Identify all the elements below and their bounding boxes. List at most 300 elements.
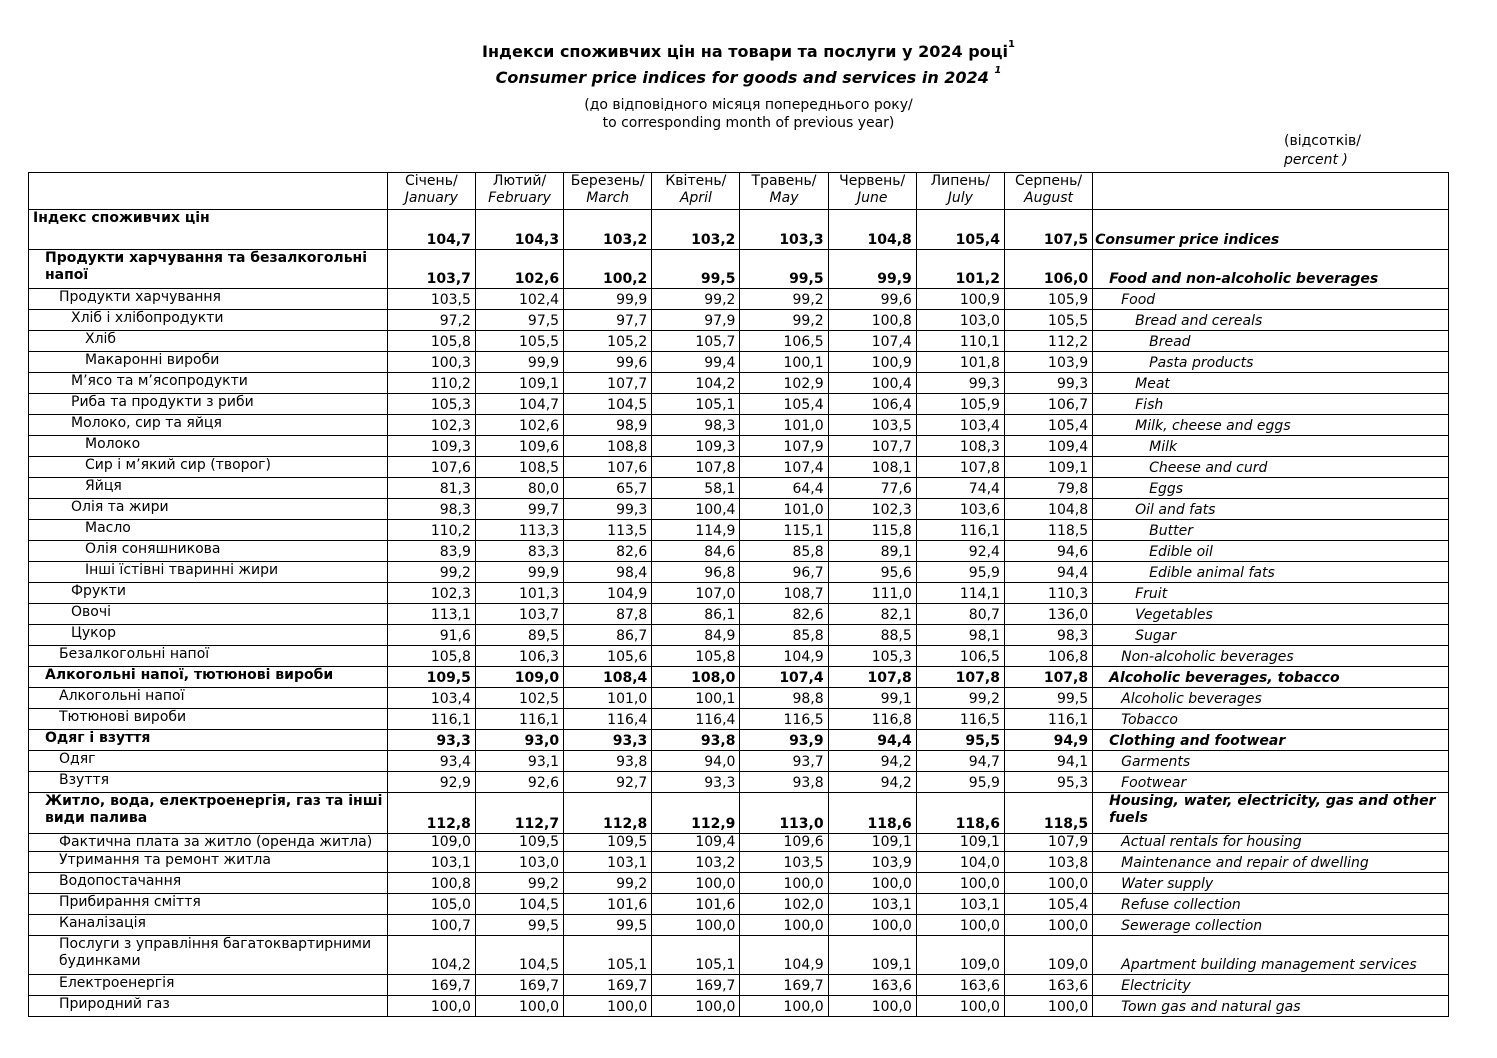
value-cell: 103,5	[828, 415, 916, 436]
value-cell: 97,5	[475, 310, 563, 331]
value-cell: 99,9	[828, 250, 916, 289]
value-cell: 102,3	[387, 415, 475, 436]
value-cell: 107,0	[652, 583, 740, 604]
value-cell: 99,5	[564, 915, 652, 936]
row-label-ua: Електроенергія	[29, 975, 388, 996]
value-cell: 105,5	[475, 331, 563, 352]
value-cell: 99,5	[475, 915, 563, 936]
value-cell: 116,1	[387, 709, 475, 730]
value-cell: 103,8	[1004, 852, 1092, 873]
table-row	[29, 562, 1449, 583]
value-cell: 105,4	[916, 210, 1004, 250]
value-cell: 103,9	[828, 852, 916, 873]
value-cell: 104,9	[740, 646, 828, 667]
value-cell: 94,9	[1004, 730, 1092, 751]
row-label-ua: Житло, вода, електроенергія, газ та інші види палива	[29, 793, 388, 834]
value-cell: 101,0	[564, 688, 652, 709]
value-cell: 103,1	[387, 852, 475, 873]
value-cell: 118,5	[1004, 793, 1092, 834]
row-label-en: Maintenance and repair of dwelling	[1093, 852, 1449, 873]
value-cell: 103,2	[652, 852, 740, 873]
month-header: Березень/ March	[564, 173, 652, 210]
row-label-en: Eggs	[1093, 478, 1449, 499]
row-label-ua: Олія соняшникова	[29, 541, 388, 562]
row-label-ua: Продукти харчування	[29, 289, 388, 310]
value-cell: 99,6	[564, 352, 652, 373]
value-cell: 169,7	[564, 975, 652, 996]
value-cell: 103,4	[387, 688, 475, 709]
value-cell: 99,5	[1004, 688, 1092, 709]
row-label-en: Fish	[1093, 394, 1449, 415]
value-cell: 99,3	[1004, 373, 1092, 394]
value-cell: 99,2	[564, 873, 652, 894]
value-cell: 106,5	[916, 646, 1004, 667]
value-cell: 94,4	[828, 730, 916, 751]
value-cell: 80,7	[916, 604, 1004, 625]
row-label-en: Footwear	[1093, 772, 1449, 793]
value-cell: 98,3	[652, 415, 740, 436]
value-cell: 110,1	[916, 331, 1004, 352]
value-cell: 105,8	[387, 331, 475, 352]
row-label-en: Pasta products	[1093, 352, 1449, 373]
value-cell: 99,2	[740, 310, 828, 331]
value-cell: 118,6	[828, 793, 916, 834]
value-cell: 105,4	[1004, 894, 1092, 915]
value-cell: 91,6	[387, 625, 475, 646]
value-cell: 98,4	[564, 562, 652, 583]
table-row	[29, 915, 1449, 936]
value-cell: 96,7	[740, 562, 828, 583]
value-cell: 101,2	[916, 250, 1004, 289]
table-row	[29, 646, 1449, 667]
value-cell: 98,3	[387, 499, 475, 520]
value-cell: 100,4	[652, 499, 740, 520]
row-label-ua: Утримання та ремонт житла	[29, 852, 388, 873]
table-row	[29, 394, 1449, 415]
value-cell: 106,7	[1004, 394, 1092, 415]
table-row	[29, 709, 1449, 730]
row-label-ua: Фрукти	[29, 583, 388, 604]
value-cell: 110,3	[1004, 583, 1092, 604]
value-cell: 94,2	[828, 772, 916, 793]
value-cell: 99,2	[740, 289, 828, 310]
value-cell: 95,9	[916, 562, 1004, 583]
value-cell: 100,0	[1004, 996, 1092, 1017]
value-cell: 107,4	[740, 667, 828, 688]
month-header: Серпень/ August	[1004, 173, 1092, 210]
row-label-en: Non-alcoholic beverages	[1093, 646, 1449, 667]
value-cell: 85,8	[740, 625, 828, 646]
value-cell: 105,4	[740, 394, 828, 415]
value-cell: 96,8	[652, 562, 740, 583]
value-cell: 105,1	[652, 936, 740, 975]
value-cell: 163,6	[916, 975, 1004, 996]
value-cell: 104,5	[475, 894, 563, 915]
value-cell: 100,0	[828, 873, 916, 894]
subtitle-ua: (до відповідного місяця попереднього року/	[584, 97, 913, 113]
value-cell: 95,3	[1004, 772, 1092, 793]
value-cell: 93,8	[740, 772, 828, 793]
value-cell: 82,6	[564, 541, 652, 562]
value-cell: 104,8	[828, 210, 916, 250]
value-cell: 109,0	[387, 834, 475, 852]
value-cell: 112,9	[652, 793, 740, 834]
value-cell: 84,9	[652, 625, 740, 646]
value-cell: 109,5	[564, 834, 652, 852]
value-cell: 104,0	[916, 852, 1004, 873]
row-label-en: Sugar	[1093, 625, 1449, 646]
table-row	[29, 499, 1449, 520]
value-cell: 101,8	[916, 352, 1004, 373]
value-cell: 107,8	[828, 667, 916, 688]
month-header: Квітень/ April	[652, 173, 740, 210]
value-cell: 100,0	[387, 996, 475, 1017]
row-label-ua: Індекс споживчих цін	[29, 210, 388, 250]
value-cell: 93,0	[475, 730, 563, 751]
table-row	[29, 210, 1449, 250]
table-row	[29, 457, 1449, 478]
value-cell: 103,1	[828, 894, 916, 915]
row-label-en: Vegetables	[1093, 604, 1449, 625]
value-cell: 112,8	[564, 793, 652, 834]
row-label-en: Refuse collection	[1093, 894, 1449, 915]
value-cell: 116,4	[652, 709, 740, 730]
row-label-en: Food and non-alcoholic beverages	[1093, 250, 1449, 289]
value-cell: 64,4	[740, 478, 828, 499]
value-cell: 106,3	[475, 646, 563, 667]
row-label-en: Sewerage collection	[1093, 915, 1449, 936]
header-blank-left	[29, 173, 388, 210]
value-cell: 99,9	[475, 562, 563, 583]
value-cell: 100,0	[652, 996, 740, 1017]
value-cell: 107,8	[916, 667, 1004, 688]
value-cell: 100,0	[1004, 873, 1092, 894]
table-row	[29, 667, 1449, 688]
row-label-ua: Хліб і хлібопродукти	[29, 310, 388, 331]
value-cell: 116,8	[828, 709, 916, 730]
value-cell: 105,3	[387, 394, 475, 415]
value-cell: 108,8	[564, 436, 652, 457]
value-cell: 116,1	[916, 520, 1004, 541]
row-label-en: Food	[1093, 289, 1449, 310]
value-cell: 100,9	[828, 352, 916, 373]
value-cell: 93,8	[564, 751, 652, 772]
footnote-mark: 1	[994, 65, 1002, 76]
row-label-ua: Інші їстівні тваринні жири	[29, 562, 388, 583]
value-cell: 92,4	[916, 541, 1004, 562]
value-cell: 102,4	[475, 289, 563, 310]
value-cell: 106,5	[740, 331, 828, 352]
row-label-ua: Риба та продукти з риби	[29, 394, 388, 415]
value-cell: 105,9	[1004, 289, 1092, 310]
value-cell: 105,6	[564, 646, 652, 667]
value-cell: 99,7	[475, 499, 563, 520]
value-cell: 99,2	[652, 289, 740, 310]
table-body	[29, 210, 1449, 1017]
value-cell: 100,1	[652, 688, 740, 709]
table-row	[29, 373, 1449, 394]
title-en: Consumer price indices for goods and services in 2024 $^1$	[495, 65, 1002, 87]
value-cell: 118,5	[1004, 520, 1092, 541]
value-cell: 136,0	[1004, 604, 1092, 625]
value-cell: 92,7	[564, 772, 652, 793]
row-label-ua: Яйця	[29, 478, 388, 499]
value-cell: 99,3	[916, 373, 1004, 394]
value-cell: 79,8	[1004, 478, 1092, 499]
value-cell: 102,9	[740, 373, 828, 394]
value-cell: 100,2	[564, 250, 652, 289]
value-cell: 93,3	[652, 772, 740, 793]
row-label-en: Electricity	[1093, 975, 1449, 996]
value-cell: 86,7	[564, 625, 652, 646]
value-cell: 163,6	[828, 975, 916, 996]
row-label-en: Actual rentals for housing	[1093, 834, 1449, 852]
row-label-ua: Послуги з управління багатоквартирними будинками	[29, 936, 388, 975]
month-header: Січень/ January	[387, 173, 475, 210]
value-cell: 81,3	[387, 478, 475, 499]
value-cell: 100,0	[828, 915, 916, 936]
value-cell: 105,1	[652, 394, 740, 415]
value-cell: 108,3	[916, 436, 1004, 457]
row-label-en: Garments	[1093, 751, 1449, 772]
value-cell: 99,5	[740, 250, 828, 289]
value-cell: 109,0	[1004, 936, 1092, 975]
row-label-ua: Молоко, сир та яйця	[29, 415, 388, 436]
value-cell: 169,7	[740, 975, 828, 996]
value-cell: 99,2	[475, 873, 563, 894]
value-cell: 83,9	[387, 541, 475, 562]
value-cell: 107,4	[828, 331, 916, 352]
value-cell: 100,7	[387, 915, 475, 936]
month-header: Червень/ June	[828, 173, 916, 210]
value-cell: 105,8	[652, 646, 740, 667]
row-label-ua: Водопостачання	[29, 873, 388, 894]
month-header: Липень/ July	[916, 173, 1004, 210]
table-row	[29, 852, 1449, 873]
value-cell: 169,7	[652, 975, 740, 996]
row-label-en: Consumer price indices	[1093, 210, 1449, 250]
value-cell: 107,4	[740, 457, 828, 478]
value-cell: 103,1	[564, 852, 652, 873]
title-ua: Індекси споживчих цін на товари та послуги у 2024 році$^1$	[482, 39, 1015, 61]
value-cell: 80,0	[475, 478, 563, 499]
value-cell: 99,6	[828, 289, 916, 310]
value-cell: 99,2	[916, 688, 1004, 709]
row-label-en: Apartment building management services	[1093, 936, 1449, 975]
value-cell: 110,2	[387, 520, 475, 541]
row-label-en: Fruit	[1093, 583, 1449, 604]
value-cell: 93,3	[387, 730, 475, 751]
table-row	[29, 310, 1449, 331]
value-cell: 116,1	[475, 709, 563, 730]
month-header: Травень/ May	[740, 173, 828, 210]
value-cell: 107,6	[564, 457, 652, 478]
value-cell: 116,1	[1004, 709, 1092, 730]
row-label-en: Alcoholic beverages	[1093, 688, 1449, 709]
unit-label	[1284, 132, 1361, 170]
value-cell: 109,5	[387, 667, 475, 688]
value-cell: 100,0	[1004, 915, 1092, 936]
value-cell: 108,1	[828, 457, 916, 478]
value-cell: 109,1	[475, 373, 563, 394]
value-cell: 104,2	[387, 936, 475, 975]
value-cell: 105,7	[652, 331, 740, 352]
value-cell: 108,4	[564, 667, 652, 688]
value-cell: 98,9	[564, 415, 652, 436]
value-cell: 89,5	[475, 625, 563, 646]
value-cell: 109,3	[652, 436, 740, 457]
table-row	[29, 250, 1449, 289]
value-cell: 94,2	[828, 751, 916, 772]
row-label-ua: Одяг і взуття	[29, 730, 388, 751]
value-cell: 103,7	[387, 250, 475, 289]
subtitle-en: to corresponding month of previous year)	[602, 115, 895, 131]
value-cell: 94,0	[652, 751, 740, 772]
value-cell: 100,0	[740, 873, 828, 894]
value-cell: 83,3	[475, 541, 563, 562]
value-cell: 109,0	[475, 667, 563, 688]
value-cell: 99,3	[564, 499, 652, 520]
row-label-ua: Безалкогольні напої	[29, 646, 388, 667]
table-row	[29, 772, 1449, 793]
value-cell: 92,6	[475, 772, 563, 793]
table-row	[29, 688, 1449, 709]
value-cell: 118,6	[916, 793, 1004, 834]
table-row	[29, 331, 1449, 352]
value-cell: 109,6	[475, 436, 563, 457]
table-row	[29, 625, 1449, 646]
table-row	[29, 520, 1449, 541]
table-row	[29, 478, 1449, 499]
value-cell: 103,6	[916, 499, 1004, 520]
value-cell: 100,0	[916, 996, 1004, 1017]
table-row	[29, 793, 1449, 834]
value-cell: 93,7	[740, 751, 828, 772]
value-cell: 97,7	[564, 310, 652, 331]
value-cell: 112,8	[387, 793, 475, 834]
header-row	[29, 173, 1449, 210]
value-cell: 105,0	[387, 894, 475, 915]
value-cell: 87,8	[564, 604, 652, 625]
row-label-en: Clothing and footwear	[1093, 730, 1449, 751]
row-label-ua: Одяг	[29, 751, 388, 772]
value-cell: 100,0	[916, 915, 1004, 936]
value-cell: 103,7	[475, 604, 563, 625]
value-cell: 103,5	[740, 852, 828, 873]
value-cell: 113,1	[387, 604, 475, 625]
value-cell: 95,5	[916, 730, 1004, 751]
value-cell: 116,5	[740, 709, 828, 730]
value-cell: 114,1	[916, 583, 1004, 604]
value-cell: 116,4	[564, 709, 652, 730]
value-cell: 101,0	[740, 415, 828, 436]
row-label-ua: Хліб	[29, 331, 388, 352]
table-row	[29, 936, 1449, 975]
value-cell: 95,6	[828, 562, 916, 583]
row-label-en: Alcoholic beverages, tobacco	[1093, 667, 1449, 688]
value-cell: 100,0	[740, 915, 828, 936]
header-blank-right	[1093, 173, 1449, 210]
table-row	[29, 415, 1449, 436]
row-label-en: Housing, water, electricity, gas and other fuels	[1093, 793, 1449, 834]
value-cell: 101,3	[475, 583, 563, 604]
value-cell: 103,9	[1004, 352, 1092, 373]
row-label-ua: Алкогольні напої	[29, 688, 388, 709]
value-cell: 100,0	[475, 996, 563, 1017]
value-cell: 88,5	[828, 625, 916, 646]
table-row	[29, 873, 1449, 894]
value-cell: 102,6	[475, 415, 563, 436]
value-cell: 97,9	[652, 310, 740, 331]
value-cell: 104,9	[740, 936, 828, 975]
value-cell: 110,2	[387, 373, 475, 394]
value-cell: 113,3	[475, 520, 563, 541]
row-label-ua: Макаронні вироби	[29, 352, 388, 373]
unit-en: percent )	[1284, 152, 1348, 168]
value-cell: 103,0	[475, 852, 563, 873]
value-cell: 100,0	[916, 873, 1004, 894]
value-cell: 104,3	[475, 210, 563, 250]
row-label-en: Milk, cheese and eggs	[1093, 415, 1449, 436]
value-cell: 103,0	[916, 310, 1004, 331]
value-cell: 99,4	[652, 352, 740, 373]
value-cell: 92,9	[387, 772, 475, 793]
value-cell: 107,7	[564, 373, 652, 394]
table-row	[29, 289, 1449, 310]
value-cell: 105,2	[564, 331, 652, 352]
value-cell: 114,9	[652, 520, 740, 541]
value-cell: 113,0	[740, 793, 828, 834]
row-label-en: Bread	[1093, 331, 1449, 352]
value-cell: 82,1	[828, 604, 916, 625]
value-cell: 102,3	[387, 583, 475, 604]
value-cell: 100,0	[828, 996, 916, 1017]
row-label-en: Water supply	[1093, 873, 1449, 894]
row-label-en: Edible oil	[1093, 541, 1449, 562]
value-cell: 112,7	[475, 793, 563, 834]
value-cell: 113,5	[564, 520, 652, 541]
value-cell: 107,8	[652, 457, 740, 478]
value-cell: 104,8	[1004, 499, 1092, 520]
cpi-table	[28, 172, 1449, 1017]
footnote-mark: 1	[1007, 39, 1015, 50]
value-cell: 94,4	[1004, 562, 1092, 583]
table-row	[29, 583, 1449, 604]
value-cell: 163,6	[1004, 975, 1092, 996]
subtitle	[0, 96, 1497, 132]
value-cell: 100,3	[387, 352, 475, 373]
value-cell: 115,1	[740, 520, 828, 541]
value-cell: 104,7	[475, 394, 563, 415]
value-cell: 100,8	[387, 873, 475, 894]
row-label-ua: Цукор	[29, 625, 388, 646]
value-cell: 169,7	[387, 975, 475, 996]
row-label-ua: Тютюнові вироби	[29, 709, 388, 730]
value-cell: 107,6	[387, 457, 475, 478]
value-cell: 107,5	[1004, 210, 1092, 250]
row-label-ua: Природний газ	[29, 996, 388, 1017]
value-cell: 102,6	[475, 250, 563, 289]
value-cell: 104,7	[387, 210, 475, 250]
value-cell: 109,4	[1004, 436, 1092, 457]
value-cell: 85,8	[740, 541, 828, 562]
value-cell: 116,5	[916, 709, 1004, 730]
value-cell: 109,1	[916, 834, 1004, 852]
value-cell: 82,6	[740, 604, 828, 625]
value-cell: 95,9	[916, 772, 1004, 793]
row-label-ua: Фактична плата за житло (оренда житла)	[29, 834, 388, 852]
value-cell: 86,1	[652, 604, 740, 625]
